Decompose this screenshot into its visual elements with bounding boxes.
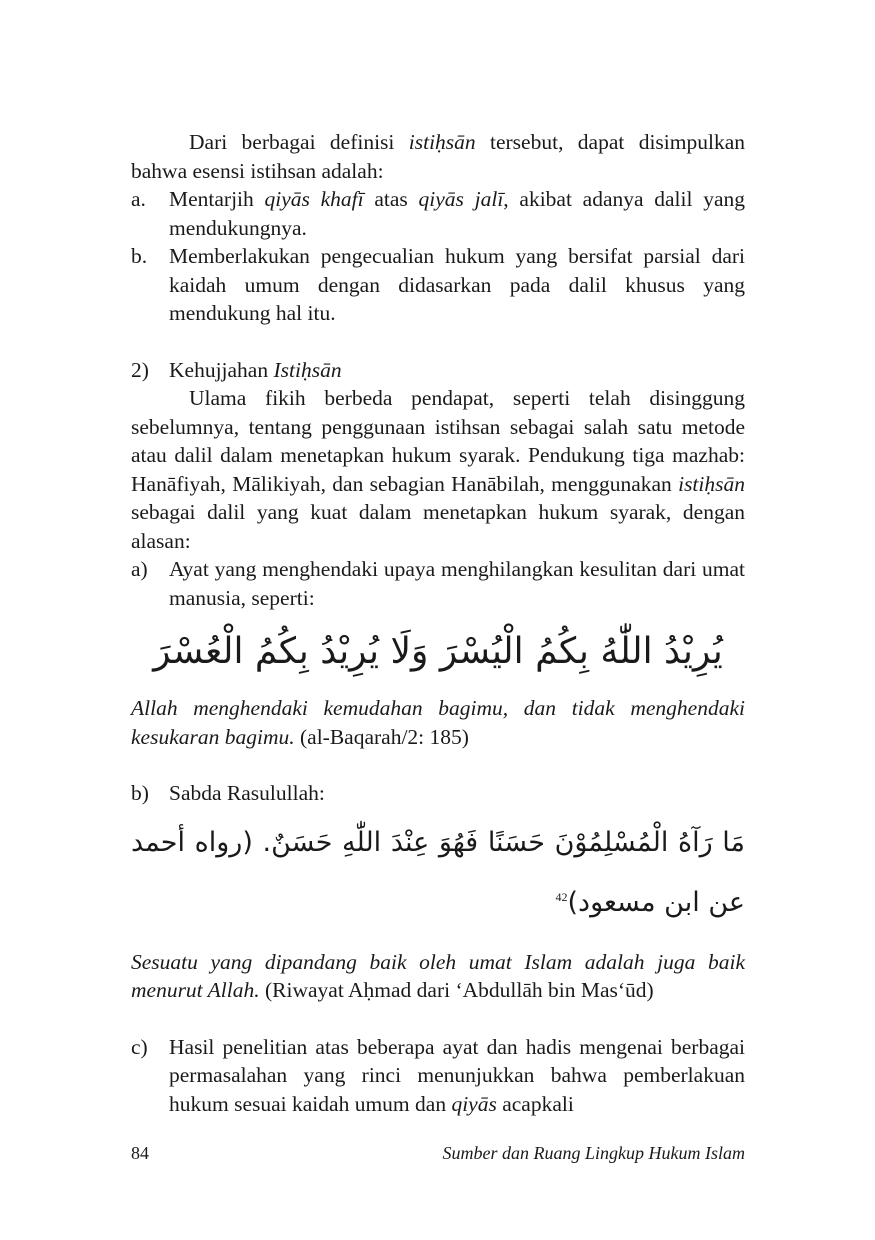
quran-verse-arabic: يُرِيْدُ اللّٰهُ بِكُمُ الْيُسْرَ وَلَا يُرِيْدُ بِكُمُ الْعُسْرَ [153,631,723,672]
reason-c: c) Hasil penelitian atas beberapa ayat dan hadis mengenai berbagai permasalahan yang rinci menunjukkan bahwa pemberlakuan hukum sesuai kaidah umum dan qiyās acapkali [131,1033,745,1119]
hadith-translation: Sesuatu yang dipandang baik oleh umat Islam adalah juga baik menurut Allah. (Riwayat Aḥmad dari ‘Abdullāh bin Mas‘ūd) [131,949,745,1002]
term-qiyas: qiyās [451,1091,497,1116]
list-item: b. Memberlakukan pengecualian hukum yang bersifat parsial dari kaidah umum dengan didasarkan pada dalil khusus yang mendukung hal itu. [131,242,745,328]
running-title: Sumber dan Ruang Lingkup Hukum Islam [442,1143,745,1163]
footnote-marker[interactable]: 42 [555,889,568,904]
list-marker: c) [131,1034,148,1059]
term-qiyas-jali: qiyās jalī [418,187,504,211]
reason-a: a) Ayat yang menghendaki upaya menghilangkan kesulitan dari umat manusia, seperti: [131,555,745,612]
hadith-arabic: مَا رَآهُ الْمُسْلِمُوْنَ حَسَنًا فَهُوَ عِنْدَ اللّٰهِ حَسَنٌ. (رواه أحمد عن ابن مسعود)$^{42}$ [131,826,745,918]
list-marker: a. [131,187,146,211]
page-footer [131,1143,745,1164]
list-marker: a) [131,557,148,581]
section-heading: 2) Kehujjahan Istiḥsān [131,356,745,385]
page-number: 84 [131,1143,149,1163]
term-istihsan: istiḥsān [408,130,476,154]
term-istihsan: istiḥsān [678,471,745,496]
list-marker: b) [131,781,149,805]
section-number: 2) [131,357,149,382]
term-qiyas-khafi: qiyās khafī [264,187,364,211]
verse-translation: Allah menghendaki kemudahan bagimu, dan tidak menghendaki kesukaran bagimu. (al-Baqarah/2: 185) [131,696,745,749]
page-body [131,128,745,1118]
list-marker: b. [131,244,148,268]
list-item: a. Mentarjih qiyās khafī atas qiyās jalī, akibat adanya dalil yang mendukungnya. [131,185,745,242]
reason-b: b) Sabda Rasulullah: [131,779,745,808]
kehujjahan-paragraph: Ulama fikih berbeda pendapat, seperti telah disinggung sebelumnya, tentang penggunaan istihsan sebagai salah satu metode atau dalil dalam menetapkan hukum syarak. Pendukung tiga mazhab: Hanāfiyah, Mālikiyah, dan sebagian Hanābilah, menggunakan istiḥsān sebagai dalil yang kuat dalam menetapkan hukum syarak, dengan alasan: [131,386,745,553]
section-title-term: Istiḥsān [273,357,342,382]
intro-paragraph: Dari berbagai definisi istiḥsān tersebut, dapat disimpulkan bahwa esensi istihsan adalah: [131,130,745,183]
